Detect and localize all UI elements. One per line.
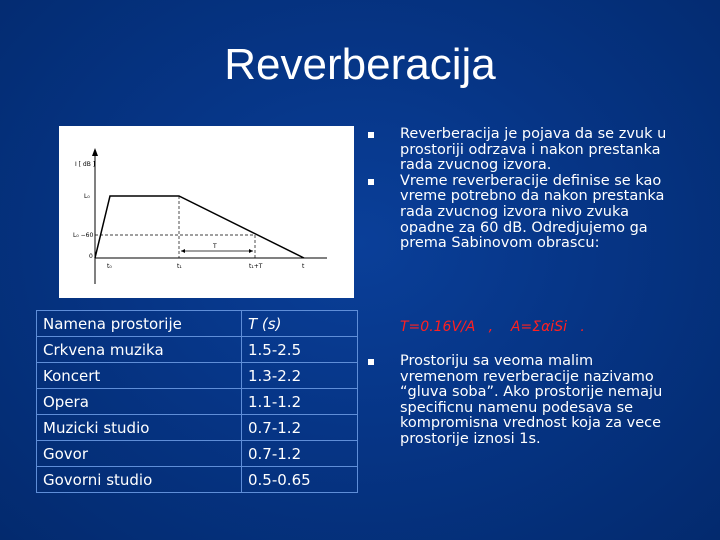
header-purpose: Namena prostorije [37, 311, 242, 337]
row-purpose: Crkvena muzika [37, 337, 242, 363]
header-time: T (s) [242, 311, 358, 337]
T-interval-label: T [213, 243, 217, 250]
row-time: 1.1-1.2 [242, 389, 358, 415]
reverberation-time-table [36, 310, 358, 493]
t1T-label: t₁+T [249, 263, 263, 270]
row-time: 1.5-2.5 [242, 337, 358, 363]
bullet-item [368, 174, 668, 252]
t-axis-label: t [302, 263, 305, 270]
bullet-square-icon [368, 179, 374, 185]
origin-label: 0 [89, 253, 93, 260]
table-row [37, 363, 358, 389]
bullet-text: Reverberacija je pojava da se zvuk u prostoriji odrzava i nakon prestanka rada zvucnog izvora. [400, 126, 667, 174]
bullet-square-icon [368, 132, 374, 138]
row-purpose: Koncert [37, 363, 242, 389]
row-time: 1.3-2.2 [242, 363, 358, 389]
row-purpose: Govorni studio [37, 467, 242, 493]
row-purpose: Muzicki studio [37, 415, 242, 441]
bullet-list-2 [368, 354, 668, 448]
bullet-text: Prostoriju sa veoma malim vremenom reverberacije nazivamo “gluva soba”. Ako prostorije nemaju specificnu namenu podesava se kompromisna vrednost koja za vece prostorije iznosi 1s. [400, 353, 663, 447]
y-axis-arrow [92, 148, 98, 156]
bullet-list [368, 127, 668, 252]
level-top-label: L₀ [84, 193, 90, 200]
table-row [37, 467, 358, 493]
table-row [37, 415, 358, 441]
level-mid-label: L₀ −60 [73, 232, 94, 239]
bullet-item [368, 127, 668, 174]
table-row [37, 441, 358, 467]
bullet-item [368, 354, 668, 448]
bullet-text: Vreme reverberacije definise se kao vreme potrebno da nakon prestanka rada zvucnog izvora nivo zvuka opadne za 60 dB. Odredjujemo ga prema Sabinovom obrascu: [400, 172, 665, 252]
t1-label: t₁ [177, 263, 182, 270]
table-row [37, 337, 358, 363]
table-header-row [37, 311, 358, 337]
table-row [37, 389, 358, 415]
row-purpose: Govor [37, 441, 242, 467]
level-curve [95, 196, 304, 258]
row-purpose: Opera [37, 389, 242, 415]
sabine-formula: T=0.16V/A , A=ΣαiSi . [400, 319, 585, 335]
slide-title: Reverberacija [224, 40, 496, 89]
reverberation-diagram [59, 126, 354, 298]
t0-label: t₀ [107, 263, 112, 270]
bullet-square-icon [368, 359, 374, 365]
y-axis-label: I [ dB ] [75, 161, 96, 168]
row-time: 0.7-1.2 [242, 441, 358, 467]
row-time: 0.7-1.2 [242, 415, 358, 441]
row-time: 0.5-0.65 [242, 467, 358, 493]
